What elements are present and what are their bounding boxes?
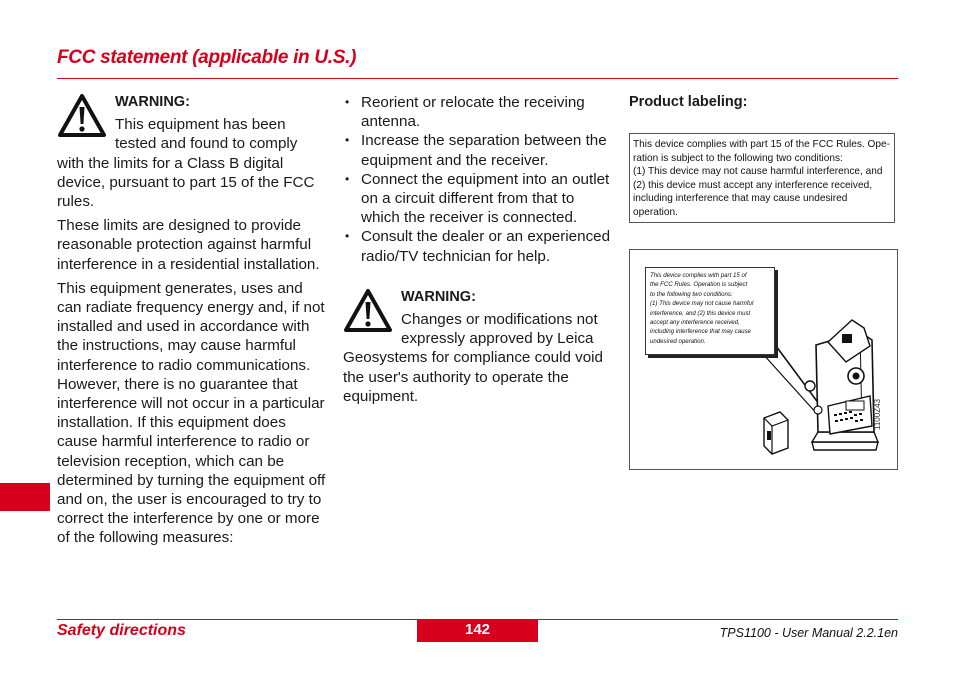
list-item: • Increase the separation between the equipment and the receiver.	[343, 131, 615, 169]
notice-line: including interference that may cause undesired	[633, 193, 848, 205]
fcc-notice-box	[629, 133, 895, 223]
warning-text: This equipment has been tested and found to comply with the limits for a Class B digital device, pursuant to part 15 of the FCC rules.	[57, 116, 315, 211]
product-label-figure	[629, 249, 898, 470]
section-tab-marker	[0, 483, 50, 511]
list-item: • Reorient or relocate the receiving antenna.	[343, 93, 615, 131]
warning-heading: WARNING:	[115, 94, 190, 110]
notice-line: This device complies with part 15 of the FCC Rules. Ope-	[633, 139, 890, 150]
notice-line: (1) This device may not cause harmful interference, and	[633, 166, 883, 178]
warning-text: Changes or modifications not expressly approved by Leica Geosystems for compliance could void the user's authority to operate the equipment.	[343, 311, 603, 405]
column-right	[629, 93, 899, 112]
footer-section-title: Safety directions	[57, 622, 186, 639]
measures-list	[343, 93, 615, 266]
product-labeling-heading: Product labeling:	[629, 94, 748, 110]
notice-line: ration is subject to the following two conditions:	[633, 152, 843, 164]
sticker-line: including interference that may cause	[650, 328, 751, 336]
header-rule	[57, 78, 898, 79]
sticker-line: the FCC Rules. Operation is subject	[650, 281, 748, 289]
notice-line: operation.	[633, 206, 678, 218]
sticker-line: (1) This device may not cause harmful	[650, 300, 754, 308]
column-left	[57, 93, 327, 553]
sticker-line: This device complies with part 15 of	[650, 272, 747, 279]
sticker-line: accept any interference received,	[650, 319, 740, 327]
list-item: • Connect the equipment into an outlet on a circuit different from that to which the receiver is connected.	[343, 170, 615, 228]
sticker-line: to the following two conditions:	[650, 290, 733, 298]
limits-paragraph: These limits are designed to provide reasonable protection against harmful interference in a residential installation.	[57, 217, 320, 273]
figure-id: 1100Z43	[873, 399, 882, 430]
column-middle	[343, 93, 615, 411]
footer-manual-title: TPS1100 - User Manual 2.2.1en	[719, 626, 898, 640]
warning-triangle-icon	[343, 288, 393, 334]
warning-heading: WARNING:	[401, 288, 476, 305]
interference-paragraph: This equipment generates, uses and can radiate frequency energy and, if not installed and used in accordance with the instructions, may cause harmful interference to radio communications. However, there is no guarantee that interference will not occur in a particular installation. If this equipment does cause harmful interference to radio or television reception, which can be determined by turning the equipment off and on, the user is encouraged to try to correct the interference by one or more of the following measures:	[57, 279, 326, 547]
sticker-line: undesired operation.	[650, 337, 706, 345]
fcc-sticker-label	[645, 267, 775, 355]
notice-line: (2) this device must accept any interference received,	[633, 179, 872, 191]
page-number: 142	[417, 619, 538, 642]
sticker-line: interference, and (2) this device must	[650, 309, 751, 317]
page-title: FCC statement (applicable in U.S.)	[57, 47, 357, 68]
warning-block-2	[343, 288, 615, 406]
warning-triangle-icon	[57, 93, 107, 139]
list-item: • Consult the dealer or an experienced radio/TV technician for help.	[343, 227, 615, 265]
